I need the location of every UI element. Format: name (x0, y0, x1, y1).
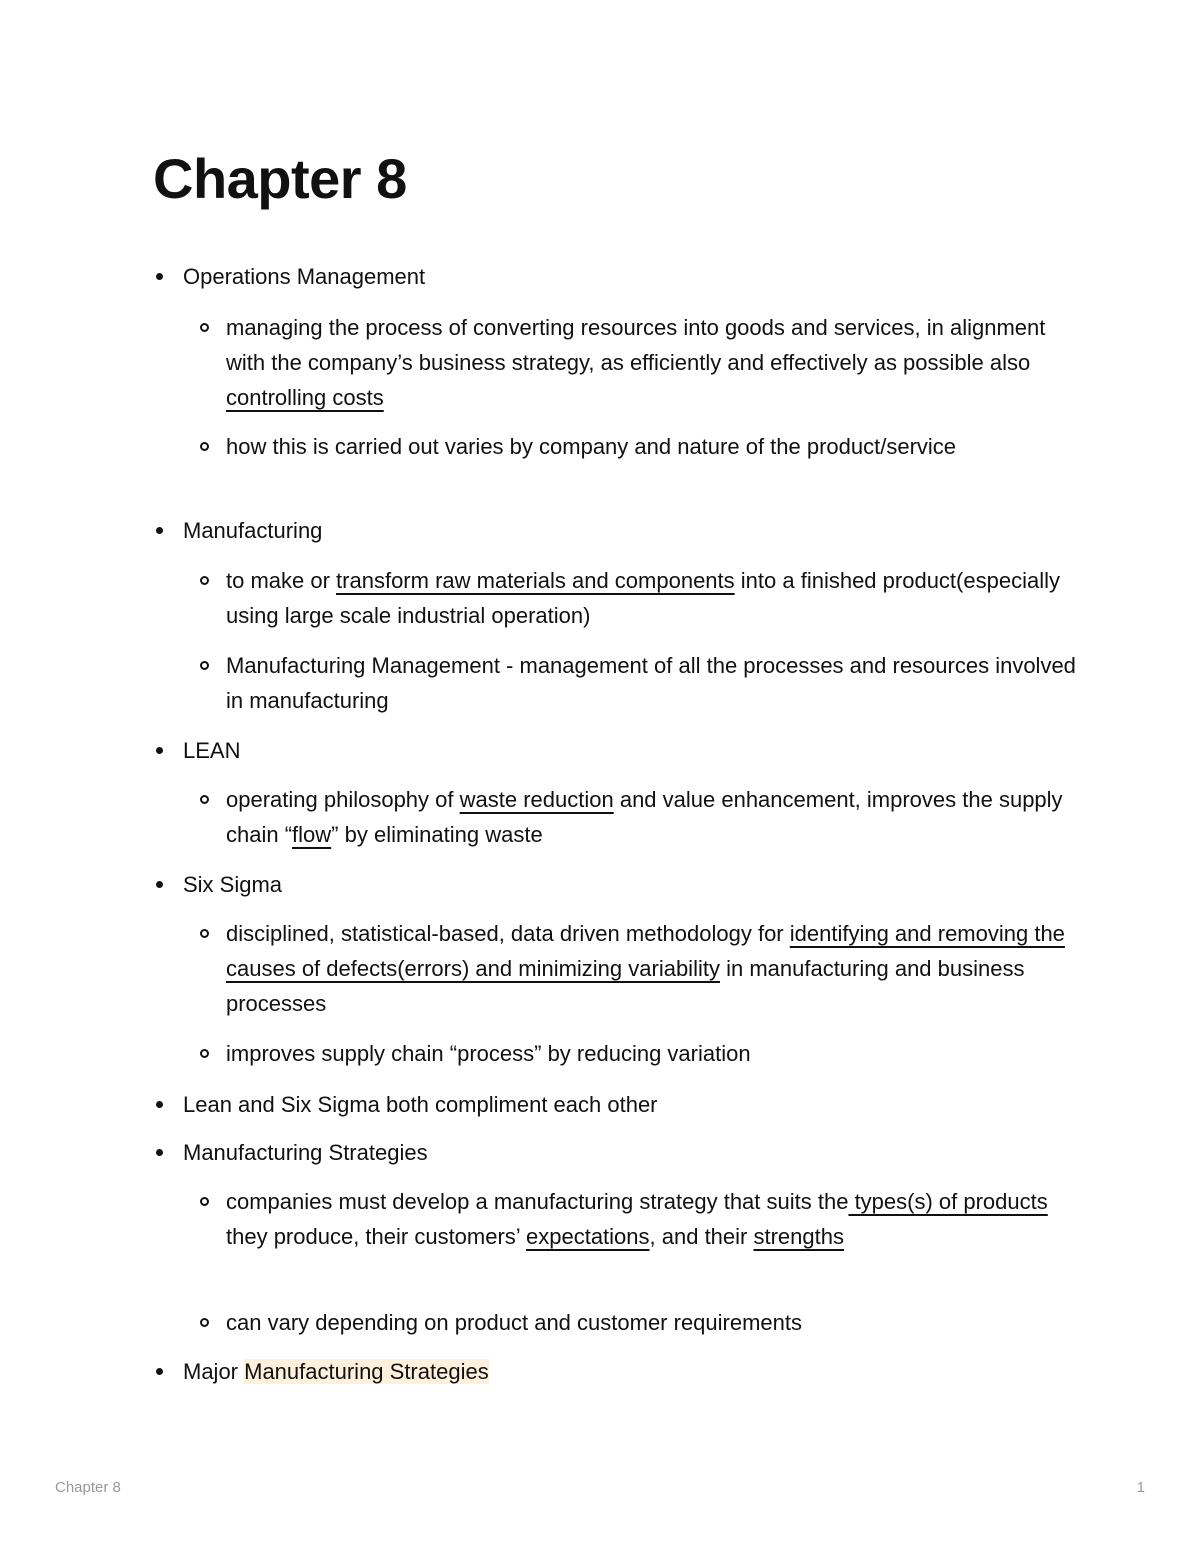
bullet-text: and value enhancement, improves the supply chain “ (226, 787, 1063, 847)
bullet-text: companies must develop a manufacturing strategy that suits the (226, 1189, 849, 1214)
bullet-text: how this is carried out varies by company and nature of the product/service (226, 434, 957, 459)
footer-chapter-label: Chapter 8 (55, 1479, 121, 1496)
bullet-text: improves supply chain “process” by reducing variation (226, 1041, 751, 1066)
underlined-text: expectations (526, 1224, 650, 1249)
bullet-text: managing the process of converting resources into goods and services, in alignment with the company’s business strategy, as efficiently and effectively as possible also (226, 315, 1046, 375)
highlighted-text: Manufacturing Strategies (244, 1359, 489, 1384)
bullet-ring-icon (200, 1197, 209, 1206)
underlined-text: controlling costs (226, 385, 384, 410)
bullet-ring-icon (200, 442, 209, 451)
underlined-text: types(s) of products (848, 1189, 1048, 1214)
footer-page-number: 1 (1136, 1479, 1145, 1496)
bullet-text: they produce, their customers’ (226, 1224, 526, 1249)
bullet-text: ” by eliminating waste (331, 822, 543, 847)
bullet-text: can vary depending on product and customer requirements (226, 1310, 803, 1335)
underlined-text: flow (292, 822, 332, 847)
bullet-text: Manufacturing (183, 518, 323, 543)
bullet-text: Major (183, 1359, 245, 1384)
sub-bullet-six-sigma-definition (226, 916, 1086, 1021)
underlined-text: strengths (753, 1224, 844, 1249)
bullet-dot-icon (156, 527, 163, 534)
bullet-ring-icon (200, 1318, 209, 1327)
sub-bullet-six-sigma-process (226, 1036, 1086, 1071)
bullet-text: operating philosophy of (226, 787, 460, 812)
bullet-ring-icon (200, 795, 209, 804)
underlined-text: waste reduction (459, 787, 614, 812)
sub-bullet-operations-definition (226, 310, 1086, 415)
bullet-text: in manufacturing and business processes (226, 956, 1025, 1016)
underlined-text: transform raw materials and components (336, 568, 735, 593)
bullet-text: Six Sigma (183, 872, 283, 897)
bullet-ring-icon (200, 323, 209, 332)
underlined-text: identifying and removing the causes of defects(errors) and minimizing variability (226, 921, 1065, 981)
bullet-six-sigma (183, 867, 1083, 902)
bullet-ring-icon (200, 661, 209, 670)
bullet-text: LEAN (183, 738, 241, 763)
sub-bullet-operations-varies (226, 429, 1086, 464)
bullet-manufacturing-strategies (183, 1135, 1083, 1170)
bullet-dot-icon (156, 1368, 163, 1375)
bullet-dot-icon (156, 273, 163, 280)
bullet-manufacturing (183, 513, 1083, 548)
bullet-ring-icon (200, 929, 209, 938)
sub-bullet-manufacturing-definition (226, 563, 1086, 633)
sub-bullet-manufacturing-management (226, 648, 1086, 718)
bullet-lean-six-sigma (183, 1087, 1083, 1122)
bullet-text: to make or (226, 568, 337, 593)
sub-bullet-strategy-varies (226, 1305, 1086, 1340)
bullet-operations-management (183, 259, 1083, 294)
bullet-dot-icon (156, 1101, 163, 1108)
bullet-text: disciplined, statistical-based, data driven methodology for (226, 921, 790, 946)
bullet-ring-icon (200, 1049, 209, 1058)
bullet-text: Manufacturing Management - management of all the processes and resources involved in manufacturing (226, 653, 1076, 713)
bullet-dot-icon (156, 881, 163, 888)
bullet-text: into a finished product(especially using large scale industrial operation) (226, 568, 1060, 628)
sub-bullet-strategy-development (226, 1184, 1086, 1254)
bullet-text: , and their (649, 1224, 754, 1249)
bullet-text: Lean and Six Sigma both compliment each other (183, 1092, 658, 1117)
bullet-lean (183, 733, 1083, 768)
bullet-text: Manufacturing Strategies (183, 1140, 428, 1165)
bullet-ring-icon (200, 576, 209, 585)
bullet-dot-icon (156, 1149, 163, 1156)
bullet-text: Operations Management (183, 264, 426, 289)
bullet-major-strategies (183, 1354, 1083, 1389)
page-title: Chapter 8 (153, 147, 407, 210)
sub-bullet-lean-definition (226, 782, 1086, 852)
bullet-dot-icon (156, 747, 163, 754)
